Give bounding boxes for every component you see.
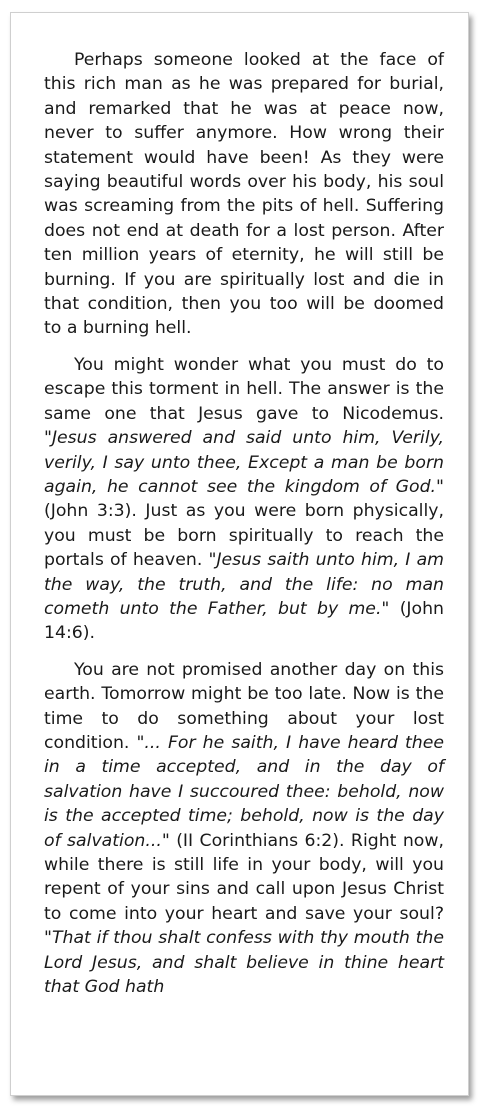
scripture-quote: "Jesus saith unto him, I am the way, the truth, and the life: no man cometh unto the Father, but by me.": [44, 550, 444, 619]
text-run: (John 3:3). Just as you were born physically, you must be born spiritually to reach the portals of heaven.: [44, 501, 444, 571]
page-frame: [10, 12, 469, 1096]
scripture-quote: "Jesus answered and said unto him, Verily, verily, I say unto thee, Except a man be born again, he cannot see the kingdom of God.": [44, 428, 444, 497]
text-run: You might wonder what you must do to escape this torment in hell. The answer is the same one that Jesus gave to Nicodemus.: [44, 354, 444, 424]
paragraph-2: [44, 353, 444, 646]
document-body: [44, 48, 444, 1011]
paragraph-3: [44, 658, 444, 1000]
text-run: Perhaps someone looked at the face of this rich man as he was prepared for burial, and remarked that he was at peace now, never to suffer anymore. How wrong their statement would have been! As they were saying beautiful words over his body, his soul was screaming from the pits of hell. Suffering does not end at death for a lost person. After ten million years of eternity, he will still be burning. If you are spiritually lost and die in that condition, then you too will be doomed to a burning hell.: [44, 50, 444, 339]
scripture-quote: "... For he saith, I have heard thee in a time accepted, and in the day of salvation have I succoured thee: behold, now is the accepted time; behold, now is the day of salvation...": [44, 732, 444, 851]
paragraph-1: [44, 48, 444, 341]
text-run: You are not promised another day on this earth. Tomorrow might be too late. Now is the time to do something about your lost condition.: [44, 659, 444, 753]
text-run: (John 14:6).: [44, 598, 445, 644]
scripture-quote: "That if thou shalt confess with thy mouth the Lord Jesus, and shalt believe in thine heart that God hath: [44, 928, 444, 998]
text-run: (II Corinthians 6:2). Right now, while there is still life in your body, will you repent of your sins and call upon Jesus Christ to come into your heart and save your soul?: [44, 830, 444, 924]
